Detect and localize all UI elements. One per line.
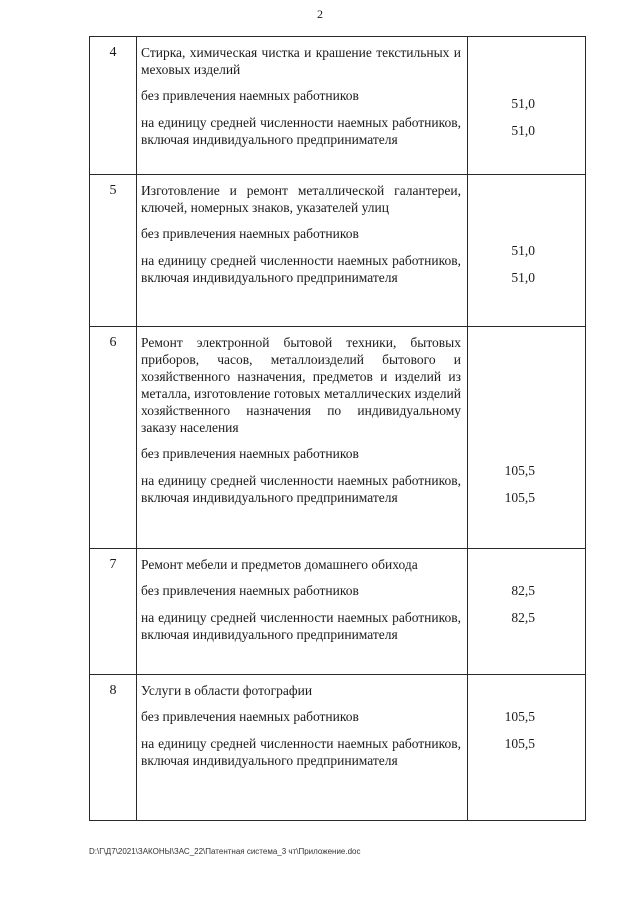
value-per-employee: 51,0 xyxy=(511,123,535,138)
activity-title: Ремонт электронной бытовой техники, бытовых приборов, часов, металлоизделий бытового и хозяйственного назначения, предметов и изделий из металла, изготовление готовых металлических изделий хозяйственного назначения по индивидуальному заказу населения xyxy=(141,335,461,435)
row-number: 6 xyxy=(90,327,137,549)
row-number: 5 xyxy=(90,175,137,327)
activity-title: Услуги в области фотографии xyxy=(141,683,313,698)
table-row xyxy=(90,549,586,675)
value-without-employees: 82,5 xyxy=(511,583,535,598)
without-employees-label: без привлечения наемных работников xyxy=(141,583,359,598)
table-row xyxy=(90,675,586,821)
without-employees-label: без привлечения наемных работников xyxy=(141,446,359,461)
without-employees-label: без привлечения наемных работников xyxy=(141,226,359,241)
activity-title: Изготовление и ремонт металлической галантереи, ключей, номерных знаков, указателей улиц xyxy=(141,183,461,215)
row-number: 4 xyxy=(90,37,137,175)
value-without-employees: 105,5 xyxy=(504,709,535,724)
document-file-path: D:\Г\Д7\2021\ЗАКОНЫ\ЗАС_22\Патентная система_3 чт\Приложение.doc xyxy=(89,847,361,856)
per-employee-label: на единицу средней численности наемных работников, включая индивидуального предпринимателя xyxy=(141,253,461,285)
per-employee-label: на единицу средней численности наемных работников, включая индивидуального предпринимателя xyxy=(141,610,461,642)
value-per-employee: 82,5 xyxy=(511,610,535,625)
row-value-cell xyxy=(468,675,586,821)
activity-title: Ремонт мебели и предметов домашнего обихода xyxy=(141,557,418,572)
patent-fee-table xyxy=(89,36,586,821)
row-value-cell xyxy=(468,549,586,675)
per-employee-label: на единицу средней численности наемных работников, включая индивидуального предпринимателя xyxy=(141,473,461,505)
activity-title: Стирка, химическая чистка и крашение текстильных и меховых изделий xyxy=(141,45,461,77)
row-value-cell xyxy=(468,37,586,175)
value-without-employees: 51,0 xyxy=(511,243,535,258)
row-description-cell xyxy=(137,327,468,549)
without-employees-label: без привлечения наемных работников xyxy=(141,88,359,103)
per-employee-label: на единицу средней численности наемных работников, включая индивидуального предпринимателя xyxy=(141,736,461,768)
table-row xyxy=(90,327,586,549)
per-employee-label: на единицу средней численности наемных работников, включая индивидуального предпринимателя xyxy=(141,115,461,147)
row-description-cell xyxy=(137,37,468,175)
row-value-cell xyxy=(468,327,586,549)
value-per-employee: 51,0 xyxy=(511,270,535,285)
value-per-employee: 105,5 xyxy=(504,490,535,505)
row-description-cell xyxy=(137,175,468,327)
row-number: 8 xyxy=(90,675,137,821)
page-number: 2 xyxy=(317,7,323,21)
row-description-cell xyxy=(137,549,468,675)
table-row xyxy=(90,175,586,327)
value-per-employee: 105,5 xyxy=(504,736,535,751)
value-without-employees: 51,0 xyxy=(511,96,535,111)
value-without-employees: 105,5 xyxy=(504,463,535,478)
table-row xyxy=(90,37,586,175)
without-employees-label: без привлечения наемных работников xyxy=(141,709,359,724)
row-value-cell xyxy=(468,175,586,327)
row-number: 7 xyxy=(90,549,137,675)
row-description-cell xyxy=(137,675,468,821)
